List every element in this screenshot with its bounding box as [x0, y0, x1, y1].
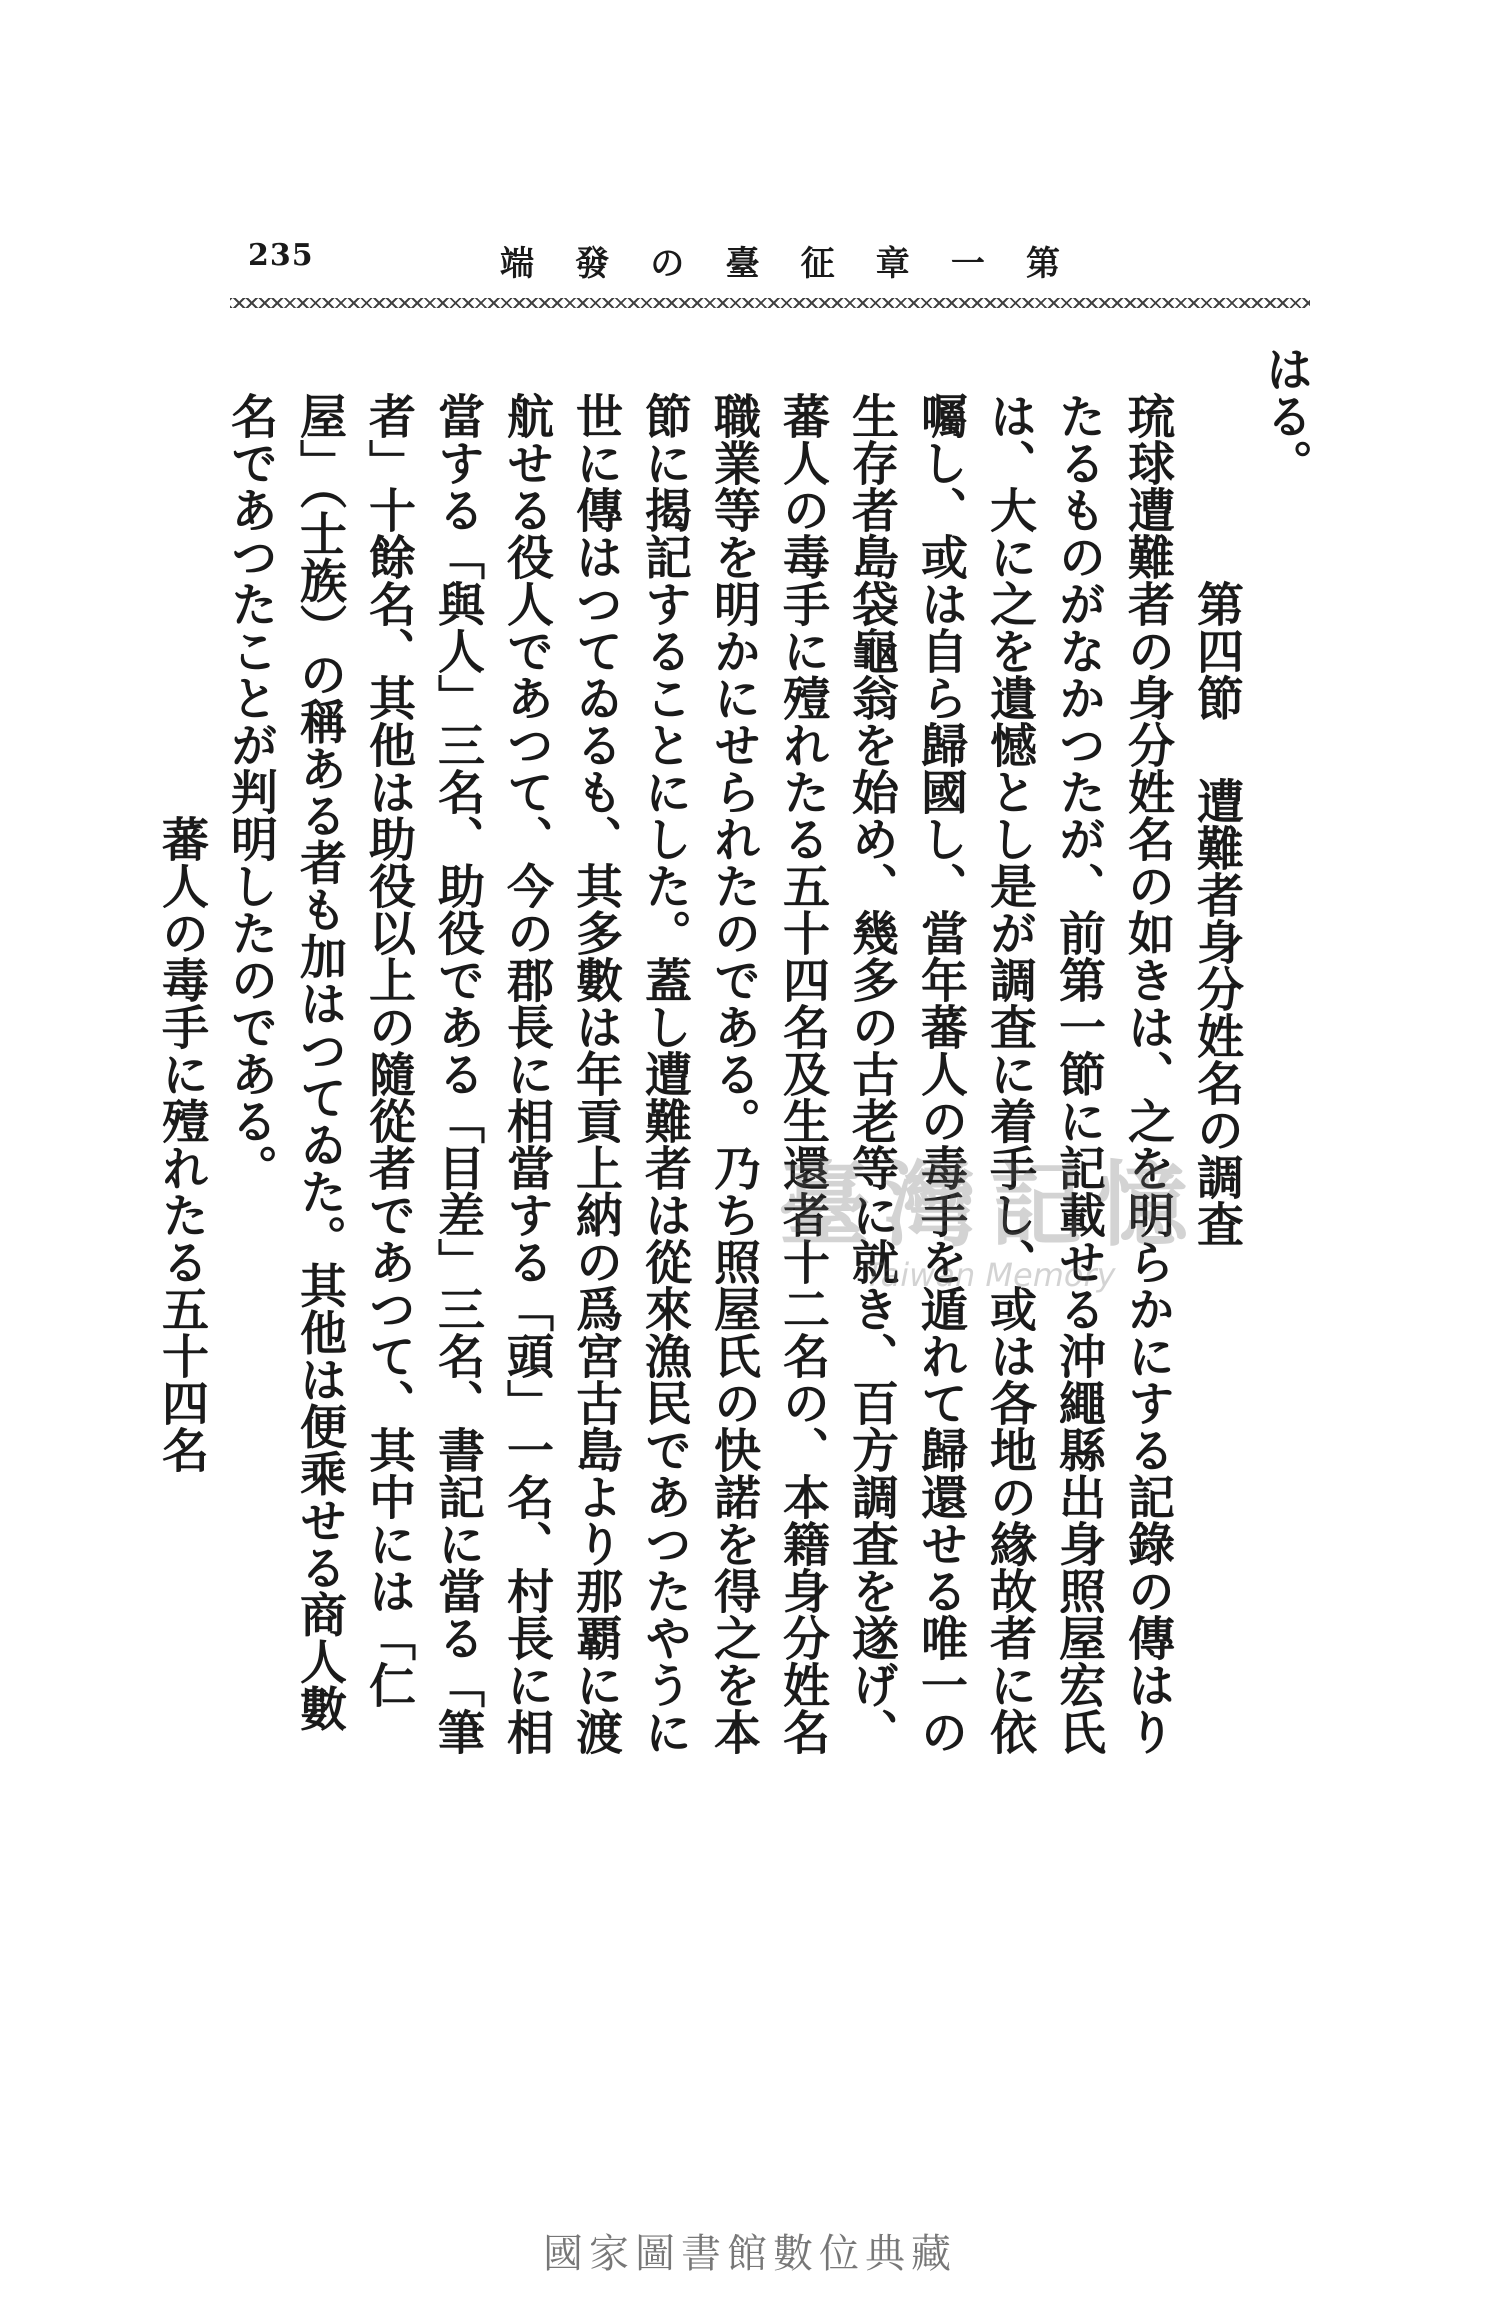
continuation-line: はる。: [1258, 345, 1313, 486]
running-title-char: 發: [575, 244, 610, 284]
running-title-char: 一: [950, 244, 985, 284]
library-footer: 國家圖書館數位典藏: [543, 2231, 957, 2277]
running-title: [500, 236, 1060, 285]
vertical-body-text: [154, 345, 1320, 1765]
header-divider: [230, 298, 1310, 308]
section-number: 第四節: [1189, 580, 1244, 721]
running-title-char: 端: [500, 244, 535, 284]
running-title-char: 臺: [725, 244, 760, 284]
running-title-char: 章: [875, 244, 910, 284]
running-title-char: 征: [800, 244, 835, 284]
watermark-chinese: 臺灣記憶: [777, 1151, 1202, 1259]
running-title-char: 第: [1026, 244, 1060, 284]
page-number: 235: [248, 238, 314, 273]
section-title: 遭難者身分姓名の調査: [1189, 777, 1244, 1247]
running-title-char: の: [650, 244, 685, 284]
watermark-english: Taiwan Memory: [864, 1256, 1116, 1294]
section-heading: [1182, 345, 1251, 1765]
subheading: 蕃人の毒手に殪れたる五十四名: [154, 815, 209, 1473]
watermark: [755, 1150, 1225, 1320]
paragraph: 琉球遭難者の身分姓名の如きは、之を明らかにする記錄の傳はりたるものがなかつたが、前第一節に記載せる沖繩縣出身照屋宏氏は、大に之を遺憾とし是が調査に着手し、或は各地の緣故者に依囑し、或は自ら歸國し、當年蕃人の毒手を遁れて歸還せる唯一の生存者島袋龜翁を始め、幾多の古老等に就き、百方調査を遂げ、蕃人の毒手に殪れたる五十四名及生還者十二名の、本籍身分姓名職業等を明かにせられたのである。乃ち照屋氏の快諾を得之を本節に揭記することにした。蓋し遭難者は從來漁民であつたやうに世に傳はつてゐるも、其多數は年貢上納の爲宮古島より那覇に渡航せる役人であつて、今の郡長に相當する「頭」一名、村長に相當する「與人」三名、助役である「目差」三名、書記に當る「筆者」十餘名、其他は助役以上の隨從者であつて、其中には「仁屋」（士族）の稱ある者も加はつてゐた。其他は便乘せる商人數名であつたことが判明したのである。: [223, 392, 1175, 1755]
